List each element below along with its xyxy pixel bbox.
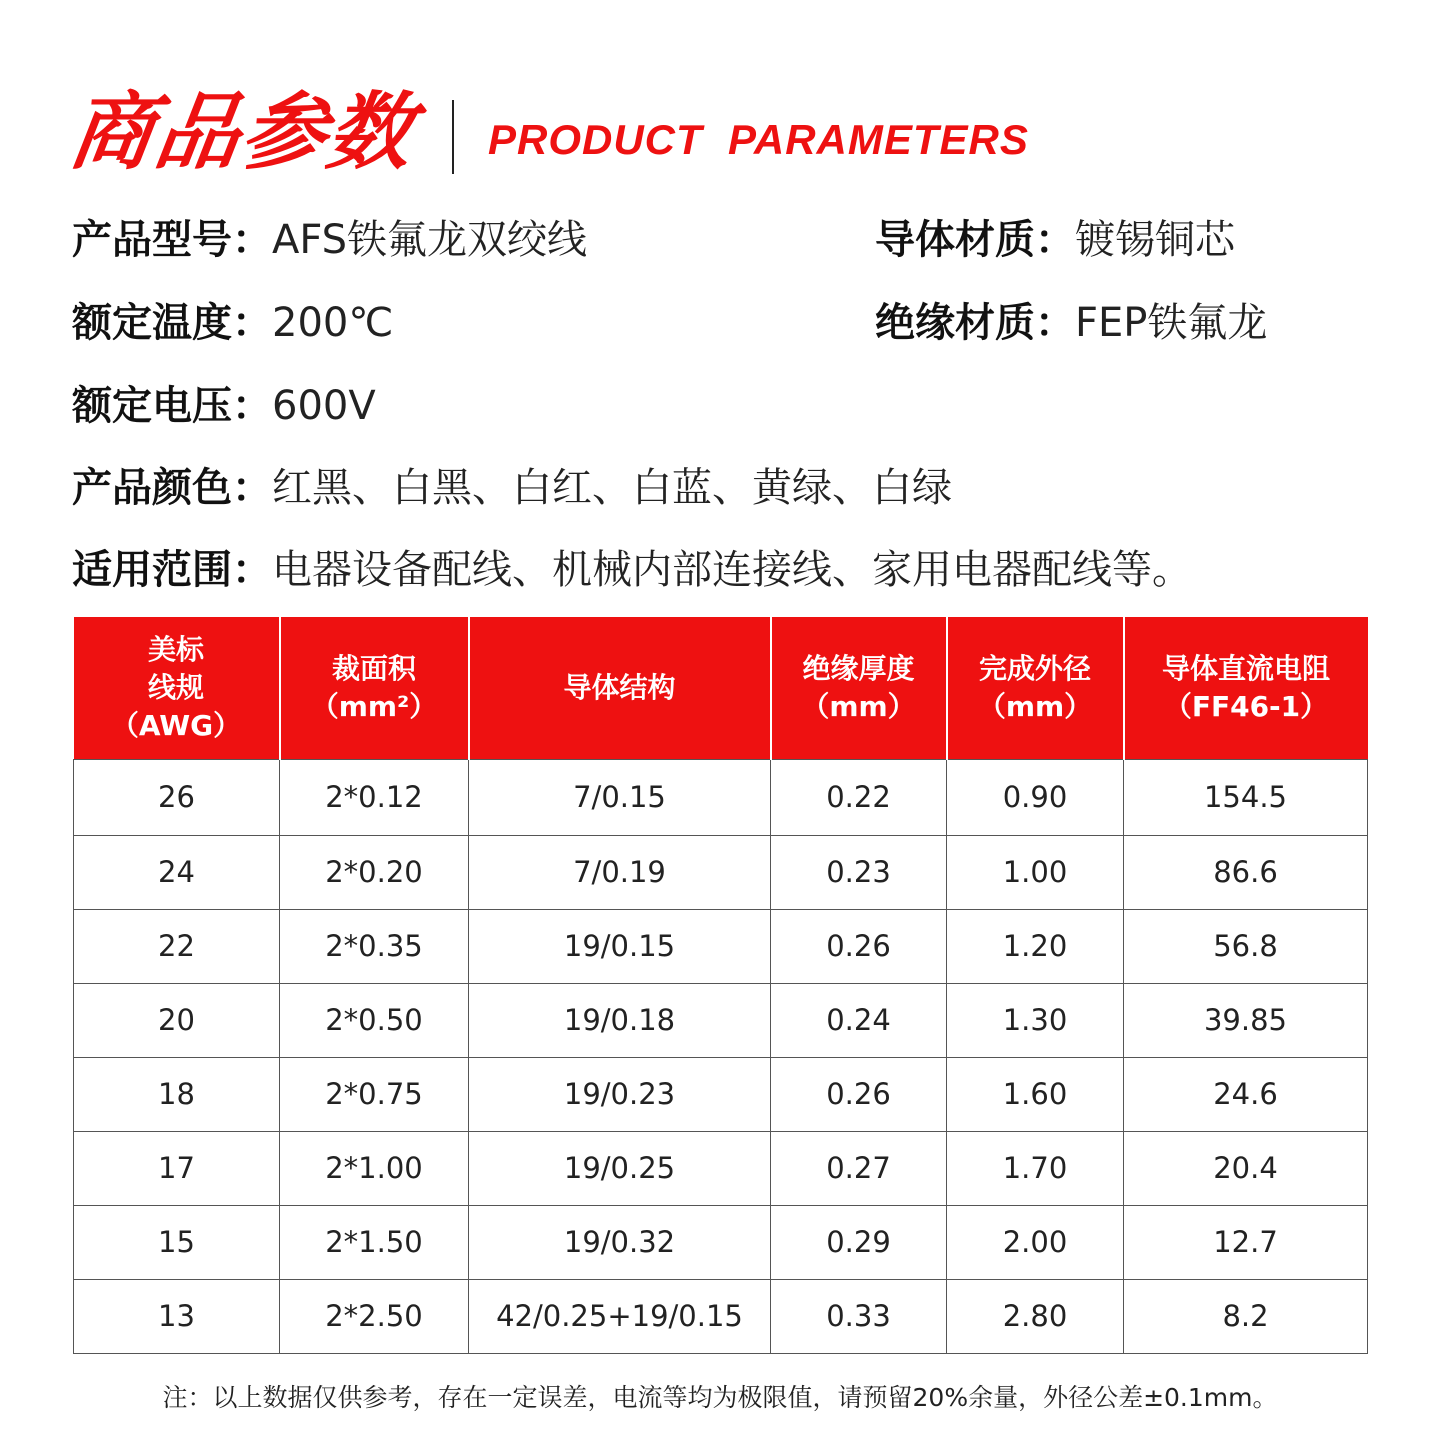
- cell-resistance: 154.5: [1124, 759, 1368, 835]
- header-outer-diameter: [947, 617, 1124, 759]
- spec-value: FEP铁氟龙: [1075, 300, 1268, 346]
- spec-value: 600V: [272, 383, 376, 429]
- cell-resistance: 12.7: [1124, 1205, 1368, 1279]
- spec-value: 200℃: [272, 300, 394, 346]
- cell-insulation: 0.33: [771, 1279, 947, 1353]
- cell-structure: 19/0.23: [469, 1057, 771, 1131]
- table-row: [74, 1205, 1368, 1279]
- cell-diameter: 1.30: [947, 983, 1124, 1057]
- cell-diameter: 1.20: [947, 909, 1124, 983]
- cell-insulation: 0.27: [771, 1131, 947, 1205]
- spec-value: 镀锡铜芯: [1075, 217, 1235, 263]
- spec-temperature: [72, 295, 393, 351]
- header-resistance: [1124, 617, 1368, 759]
- spec-label: 额定温度：: [72, 300, 272, 346]
- cell-structure: 19/0.32: [469, 1205, 771, 1279]
- cell-awg: 15: [74, 1205, 280, 1279]
- cell-area: 2*0.20: [280, 835, 469, 909]
- table-row: [74, 835, 1368, 909]
- header-line: （AWG）: [110, 708, 242, 742]
- spec-usage: [72, 542, 1192, 598]
- header-line: （mm）: [801, 689, 916, 723]
- spec-conductor: [875, 212, 1235, 268]
- cell-area: 2*2.50: [280, 1279, 469, 1353]
- cell-structure: 19/0.15: [469, 909, 771, 983]
- table-row: [74, 759, 1368, 835]
- cell-resistance: 39.85: [1124, 983, 1368, 1057]
- title-divider: [452, 100, 454, 174]
- cell-area: 2*0.35: [280, 909, 469, 983]
- spec-value: 红黑、白黑、白红、白蓝、黄绿、白绿: [272, 465, 952, 511]
- cell-area: 2*0.12: [280, 759, 469, 835]
- spec-value: AFS铁氟龙双绞线: [272, 217, 588, 263]
- footnote: 注：以上数据仅供参考，存在一定误差，电流等均为极限值，请预留20%余量，外径公差±0.1mm。: [162, 1383, 1278, 1412]
- spec-label: 产品型号：: [72, 217, 272, 263]
- cell-insulation: 0.26: [771, 909, 947, 983]
- cell-structure: 7/0.19: [469, 835, 771, 909]
- cell-awg: 26: [74, 759, 280, 835]
- cell-awg: 13: [74, 1279, 280, 1353]
- cell-awg: 17: [74, 1131, 280, 1205]
- cell-diameter: 1.70: [947, 1131, 1124, 1205]
- spec-label: 额定电压：: [72, 383, 272, 429]
- cell-insulation: 0.26: [771, 1057, 947, 1131]
- cell-insulation: 0.22: [771, 759, 947, 835]
- header-line: 美标: [147, 632, 204, 666]
- cell-insulation: 0.23: [771, 835, 947, 909]
- header-line: 线规: [147, 670, 204, 704]
- cell-area: 2*1.50: [280, 1205, 469, 1279]
- header-area: [280, 617, 469, 759]
- header-line: 完成外径: [978, 651, 1091, 685]
- header-insulation-thickness: [771, 617, 947, 759]
- spec-insulation: [875, 295, 1267, 351]
- cell-diameter: 1.60: [947, 1057, 1124, 1131]
- spec-label: 产品颜色：: [72, 465, 272, 511]
- cell-structure: 19/0.25: [469, 1131, 771, 1205]
- cell-diameter: 1.00: [947, 835, 1124, 909]
- cell-awg: 20: [74, 983, 280, 1057]
- cell-resistance: 86.6: [1124, 835, 1368, 909]
- table-row: [74, 1279, 1368, 1353]
- header-line: 绝缘厚度: [802, 651, 915, 685]
- header-line: 导体直流电阻: [1161, 651, 1330, 685]
- cell-awg: 18: [74, 1057, 280, 1131]
- table-row: [74, 983, 1368, 1057]
- spec-label: 导体材质：: [875, 217, 1075, 263]
- parameters-table: [73, 617, 1368, 1354]
- table-row: [74, 1057, 1368, 1131]
- header-awg: [74, 617, 280, 759]
- header-line: （FF46-1）: [1163, 689, 1329, 723]
- cell-structure: 42/0.25+19/0.15: [469, 1279, 771, 1353]
- cell-awg: 24: [74, 835, 280, 909]
- cell-area: 2*0.75: [280, 1057, 469, 1131]
- spec-colors: [72, 460, 952, 516]
- cell-area: 2*1.00: [280, 1131, 469, 1205]
- page-header: [63, 82, 1370, 182]
- cell-diameter: 2.00: [947, 1205, 1124, 1279]
- spec-label: 绝缘材质：: [875, 300, 1075, 346]
- cell-diameter: 2.80: [947, 1279, 1124, 1353]
- title-chinese: 商品参数: [63, 83, 421, 181]
- cell-resistance: 24.6: [1124, 1057, 1368, 1131]
- cell-structure: 7/0.15: [469, 759, 771, 835]
- spec-value: 电器设备配线、机械内部连接线、家用电器配线等。: [272, 547, 1192, 593]
- title-english: PRODUCT PARAMETERS: [488, 116, 1029, 163]
- header-line: （mm²）: [310, 689, 438, 723]
- cell-structure: 19/0.18: [469, 983, 771, 1057]
- header-line: 裁面积: [331, 651, 416, 685]
- cell-resistance: 20.4: [1124, 1131, 1368, 1205]
- header-line: （mm）: [977, 689, 1093, 723]
- table-row: [74, 1131, 1368, 1205]
- cell-awg: 22: [74, 909, 280, 983]
- cell-resistance: 56.8: [1124, 909, 1368, 983]
- table-row: [74, 909, 1368, 983]
- spec-model: [72, 212, 587, 268]
- cell-resistance: 8.2: [1124, 1279, 1368, 1353]
- spec-label: 适用范围：: [72, 547, 272, 593]
- header-line: 导体结构: [563, 670, 676, 704]
- spec-voltage: [72, 378, 376, 434]
- cell-diameter: 0.90: [947, 759, 1124, 835]
- cell-insulation: 0.24: [771, 983, 947, 1057]
- cell-insulation: 0.29: [771, 1205, 947, 1279]
- header-structure: [469, 617, 771, 759]
- table-header-row: [74, 617, 1368, 759]
- cell-area: 2*0.50: [280, 983, 469, 1057]
